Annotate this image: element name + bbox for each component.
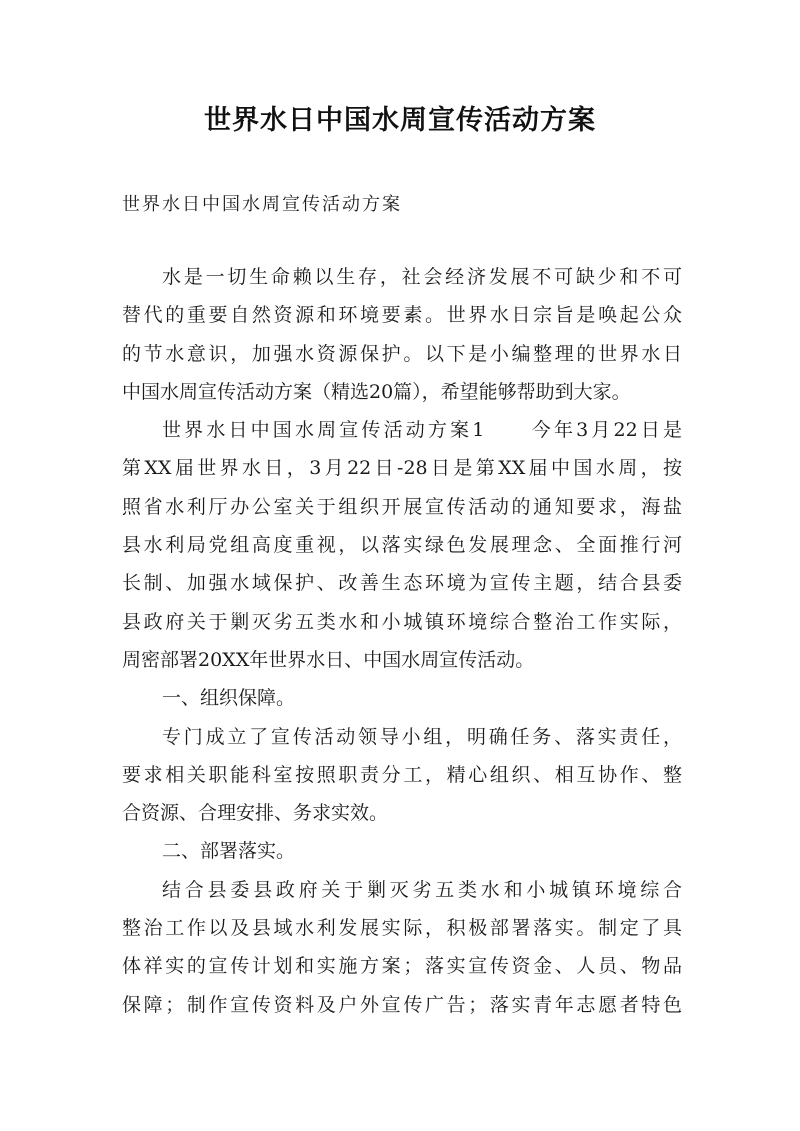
paragraph-line: 县政府关于剿灭劣五类水和小城镇环境综合整治工作实际， <box>122 610 682 633</box>
document-body <box>122 258 682 1024</box>
paragraph-line: 体祥实的宣传计划和实施方案；落实宣传资金、人员、物品 <box>122 955 682 978</box>
paragraph-line: 合资源、合理安排、务求实效。 <box>122 802 389 825</box>
paragraph-line: 的节水意识，加强水资源保护。以下是小编整理的世界水日 <box>122 342 682 365</box>
paragraph-line: 水是一切生命赖以生存，社会经济发展不可缺少和不可 <box>162 266 682 288</box>
section-heading: 二、部署落实。 <box>162 840 296 863</box>
document-subtitle: 世界水日中国水周宣传活动方案 <box>122 194 402 215</box>
paragraph-line: 周密部署20XX年世界水日、中国水周宣传活动。 <box>122 648 535 671</box>
paragraph-line: 县水利局党组高度重视，以落实绿色发展理念、全面推行河 <box>122 534 682 557</box>
paragraph-line: 结合县委县政府关于剿灭劣五类水和小城镇环境综合 <box>162 878 682 901</box>
paragraph-line: 整治工作以及县域水利发展实际，积极部署落实。制定了具 <box>122 917 682 940</box>
paragraph-line: 中国水周宣传活动方案（精选20篇），希望能够帮助到大家。 <box>122 380 631 403</box>
paragraph-line: 专门成立了宣传活动领导小组，明确任务、落实责任， <box>162 725 682 748</box>
paragraph-line: 照省水利厅办公室关于组织开展宣传活动的通知要求，海盐 <box>122 495 682 518</box>
document-title: 世界水日中国水周宣传活动方案 <box>204 105 596 136</box>
paragraph-line: 长制、加强水域保护、改善生态环境为宣传主题，结合县委 <box>122 572 682 595</box>
section-heading: 一、组织保障。 <box>162 687 296 710</box>
paragraph-line: 第XX届世界水日，3月22日-28日是第XX届中国水周，按 <box>122 457 682 480</box>
paragraph-line: 要求相关职能科室按照职责分工，精心组织、相互协作、整 <box>122 763 682 786</box>
paragraph-line: 保障；制作宣传资料及户外宣传广告；落实青年志愿者特色 <box>122 993 682 1016</box>
paragraph-line: 世界水日中国水周宣传活动方案1 今年3月22日是 <box>162 419 682 442</box>
paragraph-line: 替代的重要自然资源和环境要素。世界水日宗旨是唤起公众 <box>122 304 682 327</box>
